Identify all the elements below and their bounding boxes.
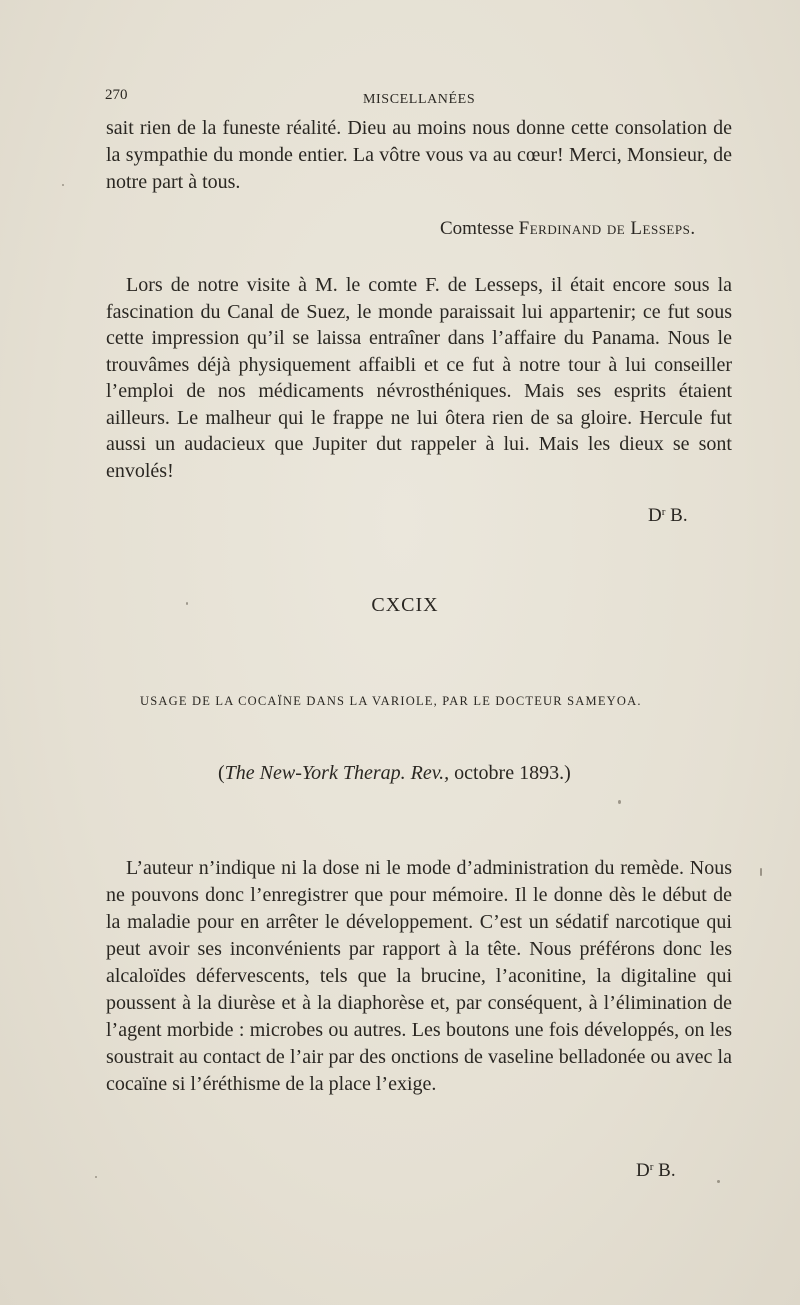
source-open-paren: (	[218, 762, 225, 784]
author-name: B.	[653, 1160, 676, 1181]
paper-speck	[717, 1180, 720, 1183]
author-superscript: r	[661, 506, 666, 518]
signature-name: Ferdinand de Lesseps.	[518, 218, 696, 239]
author-superscript: r	[649, 1161, 654, 1173]
author-name: B.	[665, 505, 688, 526]
commentary-paragraph: Lors de notre visite à M. le comte F. de Lesseps, il était encore sous la fascination du Canal de Suez, le monde paraissait lui appartenir; ce fut sous cette impression qu’il se laissa entraîner dans l’affaire du Panama. Nous le trouvâmes déjà physiquement affaibli et ce fut à notre tour à lui conseiller l’emploi de nos médicaments névrosthéniques. Mais ses esprits étaient ailleurs. Le malheur qui le frappe ne lui ôtera rien de sa gloire. Hercule fut aussi un audacieux que Jupiter dut rappeler à lui. Mais les dieux se sont envolés!	[106, 274, 732, 482]
commentary-author	[648, 505, 688, 527]
article-title: USAGE DE LA COCAÏNE DANS LA VARIOLE, PAR LE DOCTEUR SAMEYOA.	[140, 694, 642, 708]
source-date: octobre 1893.)	[449, 762, 571, 784]
paper-speck	[760, 868, 762, 876]
letter-closing-paragraph: sait rien de la funeste réalité. Dieu au moins nous donne cette consolation de la sympathie du monde entier. La vôtre vous va au cœur! Merci, Monsieur, de notre part à tous.	[106, 117, 732, 193]
page-number: 270	[105, 87, 128, 103]
author-prefix: D	[648, 505, 662, 526]
paper-speck	[618, 800, 621, 804]
page-header	[105, 87, 705, 107]
paper-speck	[186, 602, 188, 605]
article-body: L’auteur n’indique ni la dose ni le mode d’administration du remède. Nous ne pouvons donc l’enregistrer que pour mémoire. Il le donne dès le début de la maladie pour en arrêter le développement. C’est un sédatif narcotique qui peut avoir ses inconvénients par rapport à la tête. Nous préférons donc les alcaloïdes défervescents, tels que la brucine, l’aconitine, la digitaline qui poussent à la diurèse et à la diaphorèse et, par conséquent, à l’élimination de l’agent morbide : microbes ou autres. Les boutons une fois développés, on les soustrait au contact de l’air par des onctions de vaseline belladonée ou avec la cocaïne si l’éréthisme de la place l’exige.	[106, 857, 732, 1095]
paper-speck	[62, 184, 64, 186]
source-journal: The New-York Therap. Rev.,	[224, 762, 450, 784]
author-prefix: D	[636, 1160, 650, 1181]
running-title: MISCELLANÉES	[363, 92, 476, 107]
paper-speck	[95, 1176, 97, 1178]
section-number: CXCIX	[371, 594, 439, 616]
article-source	[218, 762, 571, 785]
signature-prefix: Comtesse	[440, 218, 514, 239]
letter-signature	[440, 218, 696, 240]
article-author	[636, 1160, 676, 1182]
